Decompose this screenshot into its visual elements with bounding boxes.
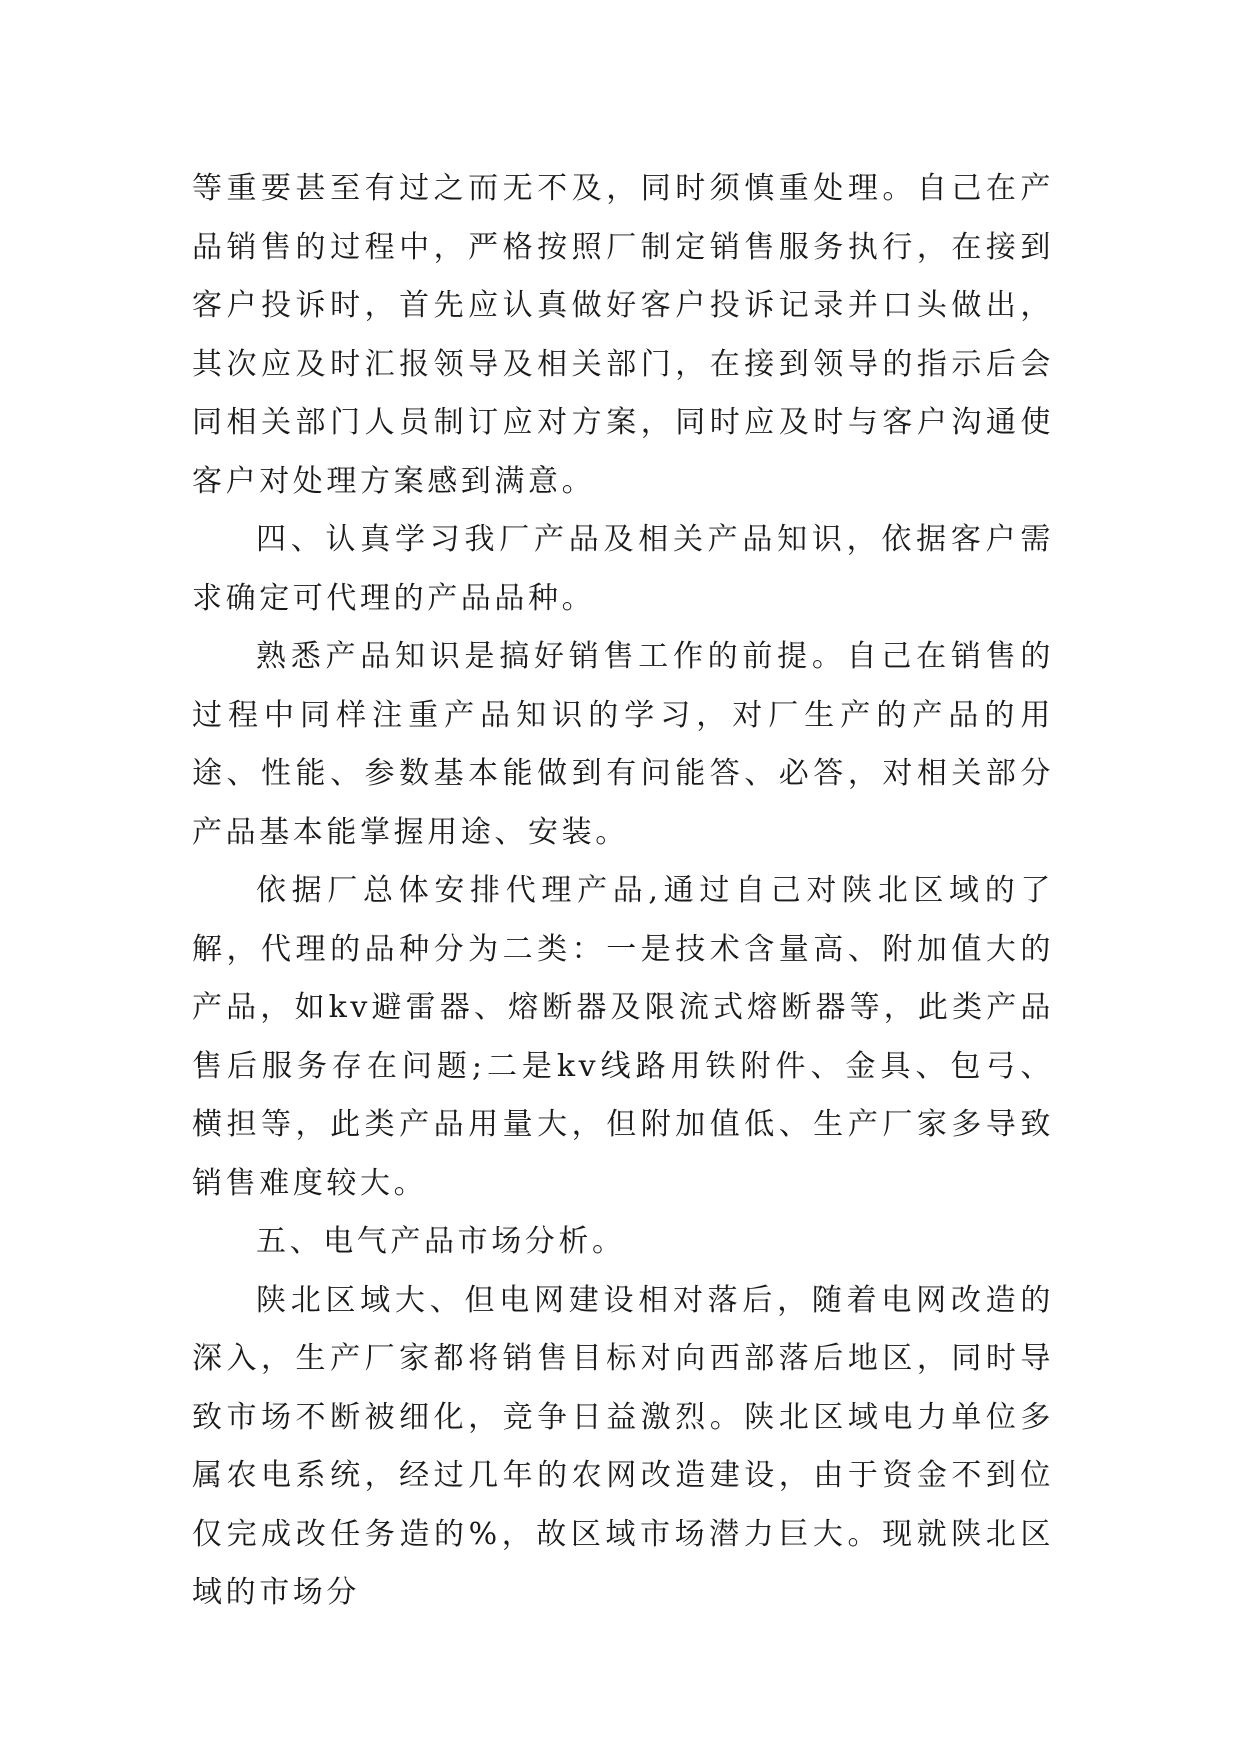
paragraph-product-knowledge: 熟悉产品知识是搞好销售工作的前提。自己在销售的过程中同样注重产品知识的学习，对厂生产的产品的用途、性能、参数基本能做到有问能答、必答，对相关部分产品基本能掌握用途、安装。	[192, 639, 1054, 850]
paragraph-heading-four: 四、认真学习我厂产品及相关产品知识，依据客户需求确定可代理的产品品种。	[192, 522, 1054, 616]
paragraph-complaint-handling: 等重要甚至有过之而无不及，同时须慎重处理。自己在产品销售的过程中，严格按照厂制定销售服务执行，在接到客户投诉时，首先应认真做好客户投诉记录并口头做出，其次应及时汇报领导及相关部门，在接到领导的指示后会同相关部门人员制订应对方案，同时应及时与客户沟通使客户对处理方案感到满意。	[192, 171, 1054, 499]
body-text	[192, 160, 1054, 1623]
paragraph-agency-products: 依据厂总体安排代理产品,通过自己对陕北区域的了解，代理的品种分为二类：一是技术含量高、附加值大的产品，如kv避雷器、熔断器及限流式熔断器等，此类产品售后服务存在问题;二是kv线路用铁附件、金具、包弓、横担等，此类产品用量大，但附加值低、生产厂家多导致销售难度较大。	[192, 873, 1054, 1201]
paragraph-market-analysis: 陕北区域大、但电网建设相对落后，随着电网改造的深入，生产厂家都将销售目标对向西部落后地区，同时导致市场不断被细化，竞争日益激烈。陕北区域电力单位多属农电系统，经过几年的农网改造建设，由于资金不到位仅完成改任务造的%，故区域市场潜力巨大。现就陕北区域的市场分	[192, 1282, 1054, 1610]
paragraph-heading-five: 五、电气产品市场分析。	[256, 1224, 626, 1259]
